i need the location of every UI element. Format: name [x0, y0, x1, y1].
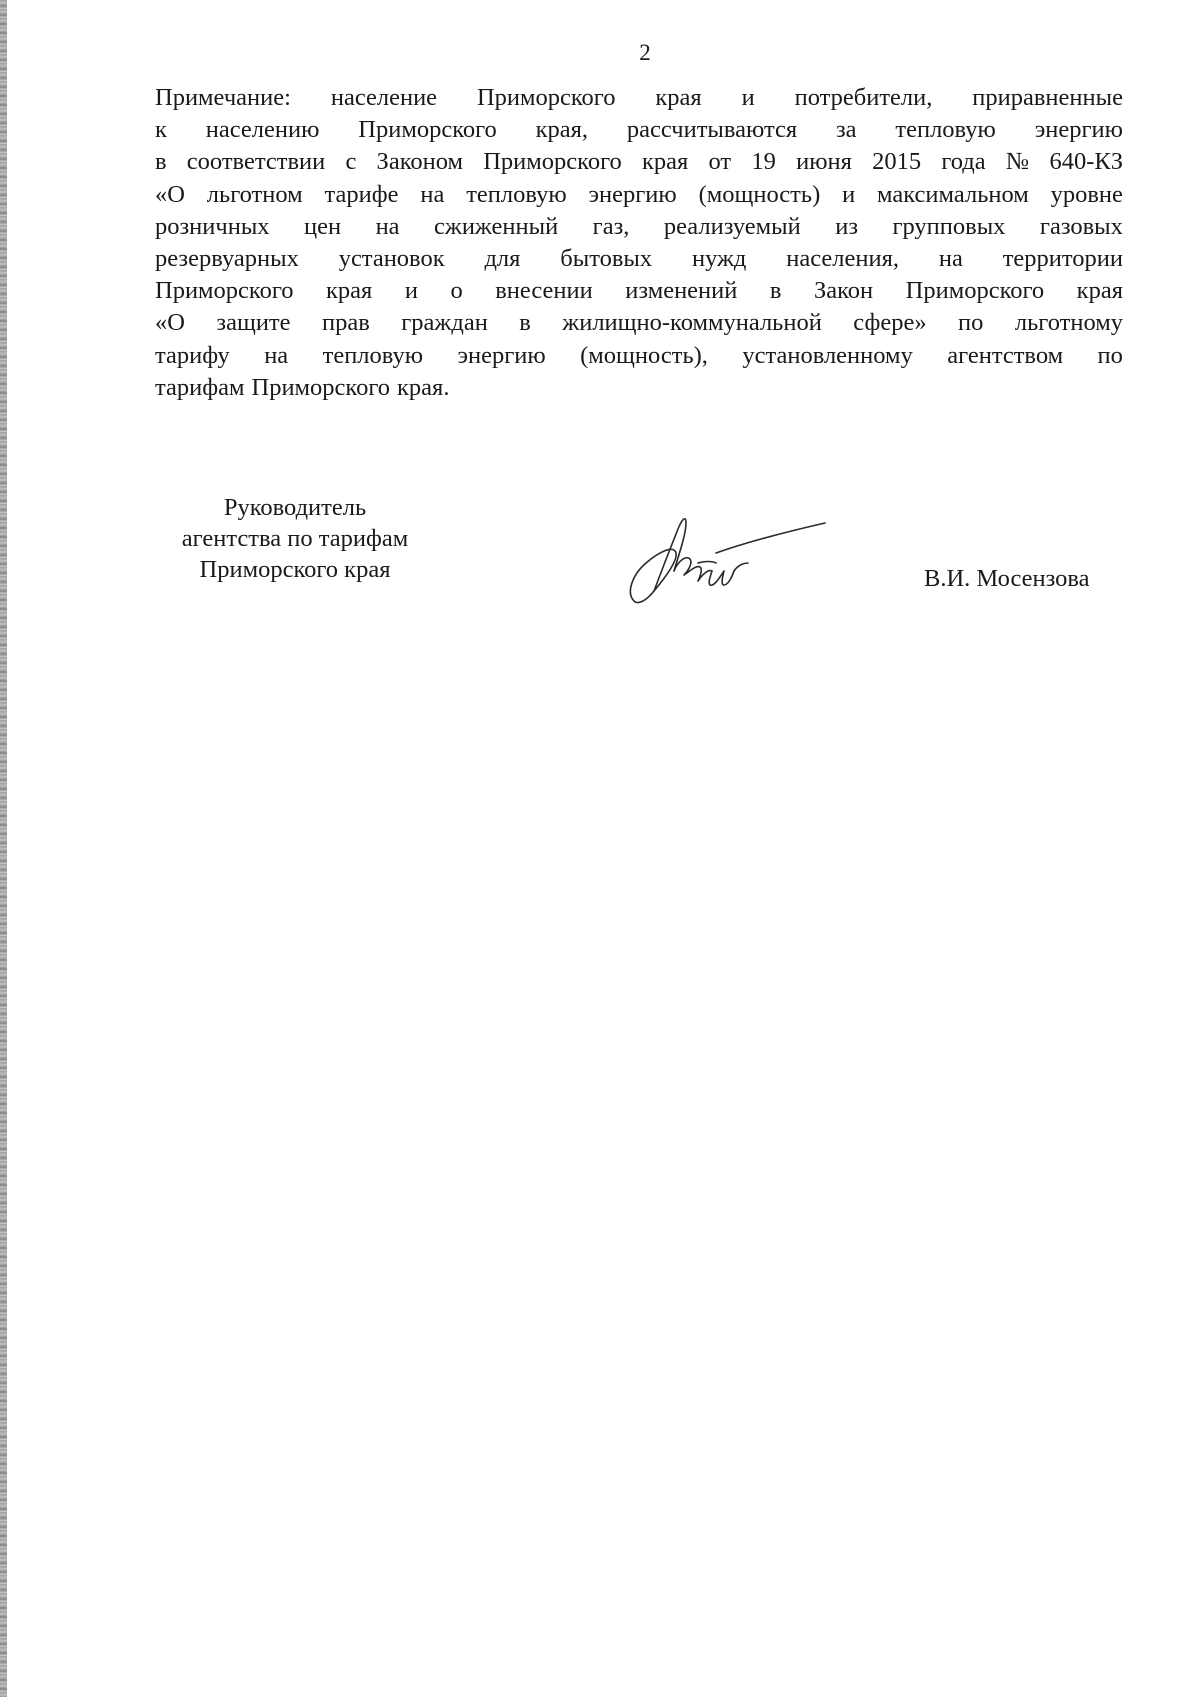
note-word: и — [741, 84, 755, 111]
note-word: 640-КЗ — [1049, 148, 1123, 176]
note-word: тарифу — [155, 341, 230, 369]
note-word: соответствии — [186, 148, 326, 176]
note-word: уровне — [1050, 180, 1123, 208]
note-word: потребители, — [794, 84, 933, 111]
signatory-title-line: Приморского края — [199, 556, 391, 583]
note-word: года — [941, 148, 986, 176]
note-word: населения, — [786, 244, 899, 272]
note-word: прав — [321, 309, 370, 337]
note-word: население — [330, 84, 438, 111]
note-word: сжиженный — [434, 212, 559, 240]
note-word: сфере» — [853, 309, 927, 337]
note-word: Приморского — [483, 148, 622, 176]
note-word: энергию — [588, 180, 677, 208]
signatory-title-line: агентства по тарифам — [181, 525, 409, 552]
note-word: Приморского — [155, 277, 294, 305]
note-line — [155, 340, 1123, 372]
note-word: тепловую — [466, 180, 567, 208]
note-word: за — [835, 116, 857, 144]
note-word: с — [345, 148, 357, 176]
note-word: Закон — [813, 277, 874, 305]
note-word: населению — [205, 116, 320, 144]
note-word: на — [264, 341, 289, 369]
note-word: приравненные — [972, 84, 1123, 111]
note-word: максимальном — [877, 180, 1029, 208]
note-word: (мощность) — [698, 180, 821, 208]
note-word: «О — [155, 180, 185, 208]
note-word: установок — [338, 244, 445, 272]
note-word: Законом — [376, 148, 464, 176]
note-line — [155, 307, 1123, 339]
note-word: цен — [304, 212, 342, 240]
note-word: территории — [1002, 244, 1123, 272]
note-word: по — [1097, 341, 1123, 369]
note-word: в — [769, 277, 782, 305]
note-word: и — [404, 277, 418, 305]
signatory-title-line: Руководитель — [223, 494, 367, 521]
note-word: для — [484, 244, 521, 272]
note-word: льготном — [206, 180, 303, 208]
note-word: в — [519, 309, 531, 337]
signature-icon — [620, 505, 830, 615]
note-word: 19 — [751, 148, 776, 176]
note-word: края. — [397, 373, 450, 401]
note-word: жилищно-коммунальной — [562, 309, 822, 337]
scan-edge-shadow — [0, 0, 7, 1697]
note-word: края — [655, 84, 702, 111]
note-line — [155, 275, 1123, 307]
note-word: по — [958, 309, 984, 337]
note-word: на — [938, 244, 963, 272]
page-number: 2 — [639, 40, 651, 65]
note-word: из — [835, 212, 858, 240]
note-word: края — [1076, 277, 1123, 305]
note-word: тарифе — [324, 180, 399, 208]
note-word: на — [375, 212, 400, 240]
note-line — [155, 114, 1123, 146]
note-word: изменений — [625, 277, 738, 305]
note-word: Приморского — [476, 84, 616, 111]
note-word: тепловую — [322, 341, 424, 369]
note-word: рассчитываются — [626, 116, 798, 144]
note-word: реализуемый — [663, 212, 801, 240]
note-word: газ, — [592, 212, 630, 240]
note-line — [155, 146, 1123, 178]
note-word: льготному — [1014, 309, 1123, 337]
note-word: бытовых — [560, 244, 653, 272]
note-word: Примечание: — [155, 84, 291, 111]
note-line — [155, 372, 1123, 404]
note-word: групповых — [892, 212, 1006, 240]
note-word: края — [641, 148, 689, 176]
signatory-name: В.И. Мосензова — [924, 565, 1090, 592]
note-word: о — [450, 277, 463, 305]
note-word: июня — [796, 148, 852, 176]
note-word: внесении — [495, 277, 593, 305]
note-paragraph — [155, 82, 1123, 404]
note-word: энергию — [457, 341, 546, 369]
note-word: 2015 — [872, 148, 922, 176]
note-word: и — [842, 180, 856, 208]
note-word: защите — [216, 309, 291, 337]
note-word: Приморского — [358, 116, 497, 144]
note-word: агентством — [947, 341, 1064, 369]
note-line — [155, 243, 1123, 275]
note-word: в — [155, 148, 167, 176]
note-word: Приморского — [251, 373, 391, 401]
note-line — [155, 211, 1123, 243]
note-word: нужд — [691, 244, 747, 272]
note-word: от — [708, 148, 732, 176]
note-word: граждан — [401, 309, 488, 337]
note-word: резервуарных — [155, 244, 299, 272]
signatory-title — [140, 492, 450, 585]
note-word: края, — [535, 116, 589, 144]
note-word: (мощность), — [580, 341, 708, 369]
note-word: к — [155, 116, 167, 144]
note-word: тепловую — [895, 116, 996, 144]
note-word: края — [326, 277, 373, 305]
note-word: установленному — [742, 341, 913, 369]
note-line — [155, 179, 1123, 211]
note-line — [155, 82, 1123, 114]
note-word: энергию — [1034, 116, 1123, 144]
note-word: Приморского — [905, 277, 1045, 305]
note-word: тарифам — [155, 373, 245, 401]
note-word: на — [420, 180, 445, 208]
note-word: «О — [155, 309, 185, 337]
note-word: газовых — [1039, 212, 1123, 240]
note-word: розничных — [155, 212, 270, 240]
note-word: № — [1005, 148, 1030, 176]
